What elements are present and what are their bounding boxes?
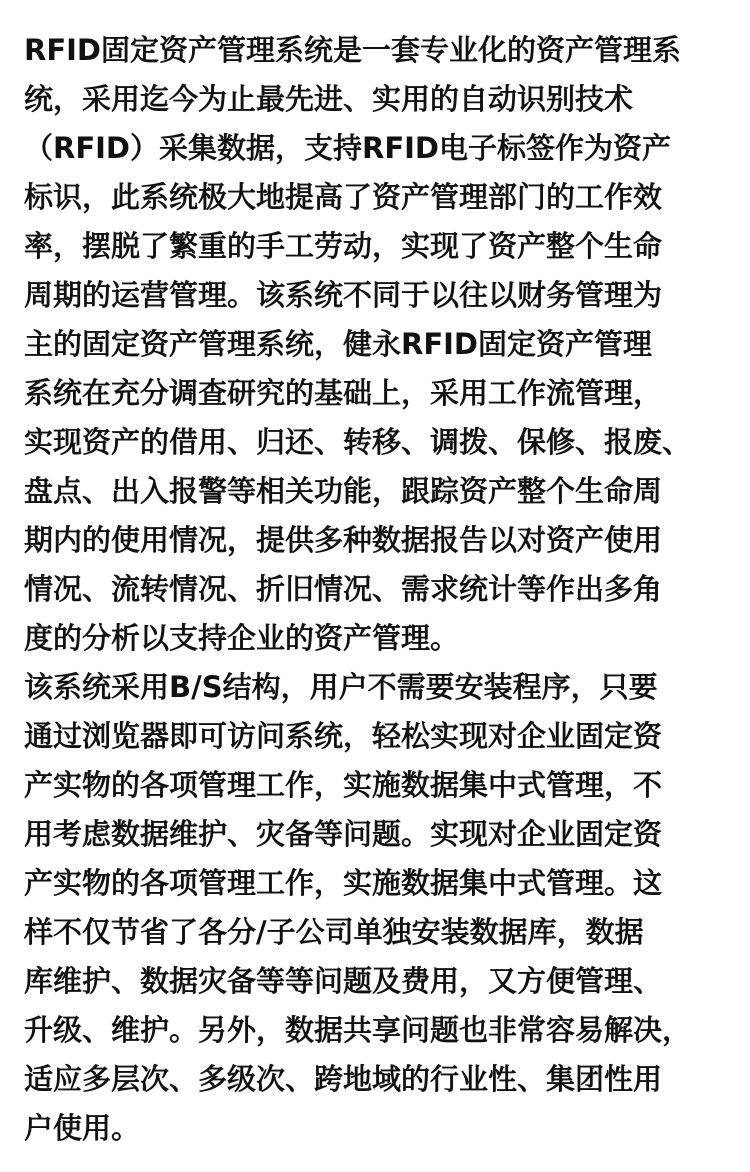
paragraph-rfid-overview	[24, 26, 730, 663]
text-line: RFID固定资产管理系统是一套专业化的资产管理系	[24, 33, 682, 67]
text-line: 产实物的各项管理工作，实施数据集中式管理。这	[24, 866, 663, 900]
text-line: 户使用。	[24, 1111, 141, 1145]
text-line: 库维护、数据灾备等等问题及费用，又方便管理、	[24, 964, 663, 998]
text-line: 通过浏览器即可访问系统，轻松实现对企业固定资	[24, 719, 663, 753]
text-line: 标识，此系统极大地提高了资产管理部门的工作效	[24, 180, 663, 214]
text-line: 实现资产的借用、归还、转移、调拨、保修、报废、	[24, 425, 692, 459]
text-line: 主的固定资产管理系统，健永RFID固定资产管理	[24, 327, 653, 361]
text-line: 产实物的各项管理工作，实施数据集中式管理，不	[24, 768, 663, 802]
text-line: 度的分析以支持企业的资产管理。	[24, 621, 460, 655]
text-line: 适应多层次、多级次、跨地域的行业性、集团性用	[24, 1062, 663, 1096]
paragraph-bs-architecture	[24, 663, 730, 1153]
text-line: 系统在充分调查研究的基础上，采用工作流管理，	[24, 376, 663, 410]
text-line: 该系统采用B/S结构，用户不需要安装程序，只要	[24, 670, 658, 704]
text-line: 统，采用迄今为止最先进、实用的自动识别技术	[24, 82, 634, 116]
text-line: 率，摆脱了繁重的手工劳动，实现了资产整个生命	[24, 229, 663, 263]
text-line: （RFID）采集数据，支持RFID电子标签作为资产	[24, 131, 672, 165]
text-line: 升级、维护。另外，数据共享问题也非常容易解决，	[24, 1013, 692, 1047]
text-line: 用考虑数据维护、灾备等问题。实现对企业固定资	[24, 817, 663, 851]
text-line: 盘点、出入报警等相关功能，跟踪资产整个生命周	[24, 474, 663, 508]
text-line: 周期的运营管理。该系统不同于以往以财务管理为	[24, 278, 663, 312]
text-line: 情况、流转情况、折旧情况、需求统计等作出多角	[24, 572, 663, 606]
text-line: 样不仅节省了各分/子公司单独安装数据库，数据	[24, 915, 644, 949]
text-line: 期内的使用情况，提供多种数据报告以对资产使用	[24, 523, 663, 557]
article-body	[24, 26, 730, 1153]
